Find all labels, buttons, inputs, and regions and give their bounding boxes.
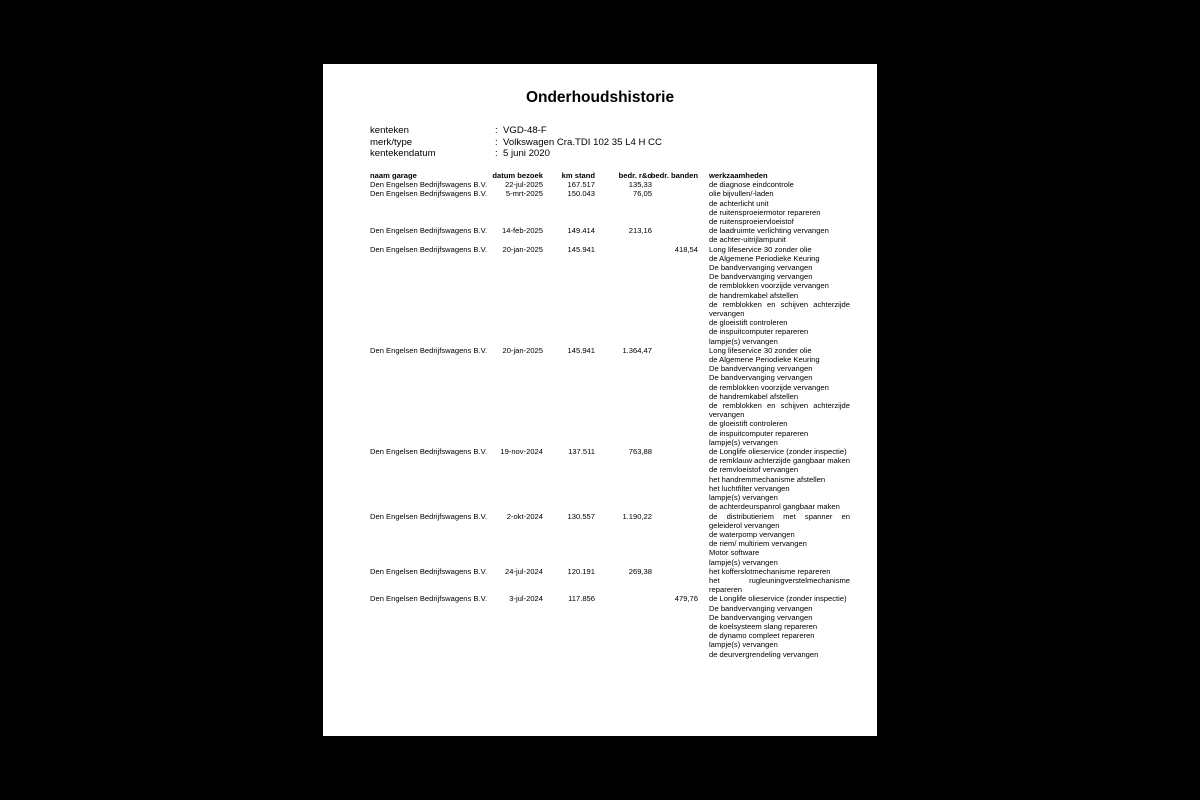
work-item: de remblokken en schijven achterzijde vervangen: [709, 299, 850, 319]
work-item: de Longlife olieservice (zonder inspectie): [709, 447, 847, 457]
work-item: de ruitensproeiermotor repareren: [709, 207, 821, 217]
work-item: Motor software: [709, 548, 760, 558]
vehicle-separator: :: [495, 125, 498, 136]
ro-cost-cell: 76,05: [632, 189, 652, 199]
ro-cost-cell: 1.190,22: [622, 511, 652, 521]
date-cell: 2-okt-2024: [506, 511, 543, 521]
vehicle-row-merk-type: [370, 137, 662, 149]
garage-cell: Den Engelsen Bedrijfswagens B.V.: [370, 566, 488, 576]
vehicle-separator: :: [495, 148, 498, 160]
garage-cell: Den Engelsen Bedrijfswagens B.V.: [370, 447, 488, 457]
work-item: lampje(s) vervangen: [709, 336, 778, 346]
ro-cost-cell: 1.364,47: [622, 345, 652, 355]
work-item: de Algemene Periodieke Keuring: [709, 253, 820, 263]
work-item: lampje(s) vervangen: [709, 640, 778, 650]
work-item: de inspuitcomputer repareren: [709, 428, 809, 438]
date-cell: 3-jul-2024: [509, 594, 543, 604]
page-title: Onderhoudshistorie: [525, 89, 675, 106]
table-row: [370, 346, 870, 447]
km-cell: 149.414: [567, 226, 595, 236]
work-item: lampje(s) vervangen: [709, 437, 778, 447]
garage-cell: Den Engelsen Bedrijfswagens B.V.: [370, 345, 488, 355]
table-row: [370, 567, 870, 595]
work-list: [709, 189, 850, 226]
work-item: de achter-uitrijlampunit: [709, 235, 786, 245]
work-item: het handremmechanisme afstellen: [709, 474, 826, 484]
maintenance-table: [370, 171, 870, 659]
work-item: lampje(s) vervangen: [709, 493, 778, 503]
work-item: De bandvervanging vervangen: [709, 373, 813, 383]
vehicle-value: 5 juni 2020: [503, 148, 550, 160]
header-garage: naam garage: [370, 171, 417, 180]
table-row: [370, 512, 870, 567]
date-cell: 22-jul-2025: [505, 180, 543, 190]
ro-cost-cell: 269,38: [628, 566, 652, 576]
km-cell: 145.941: [567, 244, 595, 254]
work-item: de handremkabel afstellen: [709, 391, 799, 401]
header-banden: bedr. banden: [650, 171, 698, 180]
work-item: De bandvervanging vervangen: [709, 612, 813, 622]
work-item: Long lifeservice 30 zonder olie: [709, 345, 812, 355]
banden-cost-cell: 479,76: [674, 594, 698, 604]
table-row: [370, 226, 870, 244]
vehicle-row-kenteken: [370, 125, 662, 137]
work-item: de handremkabel afstellen: [709, 290, 799, 300]
work-item: de gloeistift controleren: [709, 419, 788, 429]
vehicle-row-kentekendatum: [370, 148, 662, 160]
work-item: De bandvervanging vervangen: [709, 272, 813, 282]
vehicle-label: kenteken: [370, 125, 409, 136]
km-cell: 120.191: [567, 566, 595, 576]
date-cell: 20-jan-2025: [502, 244, 543, 254]
table-row: [370, 245, 870, 346]
table-row: [370, 189, 870, 226]
vehicle-value: Volkswagen Cra.TDI 102 35 L4 H CC: [503, 136, 662, 148]
work-item: de remvloeistof vervangen: [709, 465, 799, 475]
vehicle-separator: :: [495, 136, 498, 148]
table-row: [370, 447, 870, 511]
header-date: datum bezoek: [492, 171, 543, 180]
work-list: [709, 594, 850, 658]
work-item: de Algemene Periodieke Keuring: [709, 355, 820, 365]
work-list: [709, 245, 850, 346]
work-item: Long lifeservice 30 zonder olie: [709, 244, 812, 254]
header-km: km stand: [561, 171, 595, 180]
km-cell: 117.856: [568, 594, 595, 604]
work-item: De bandvervanging vervangen: [709, 603, 813, 613]
garage-cell: Den Engelsen Bedrijfswagens B.V.: [370, 594, 488, 604]
work-item: de gloeistift controleren: [709, 318, 788, 328]
work-item: het rugleuningverstelmechanisme repareren: [709, 575, 850, 595]
work-list: [709, 512, 850, 567]
work-item: de riem/ multiriem vervangen: [709, 539, 807, 549]
work-item: de laadruimte verlichting vervangen: [709, 226, 829, 236]
work-item: de remblokken voorzijde vervangen: [709, 281, 829, 291]
work-item: lampje(s) vervangen: [709, 557, 778, 567]
work-item: de ruitensproeiervloeistof: [709, 217, 794, 226]
vehicle-label: kentekendatum: [370, 148, 436, 160]
vehicle-value: VGD-48-F: [503, 125, 547, 136]
ro-cost-cell: 763,88: [628, 447, 652, 457]
date-cell: 5-mrt-2025: [505, 189, 543, 199]
km-cell: 145.941: [567, 345, 595, 355]
km-cell: 167.517: [567, 180, 595, 190]
vehicle-info: [370, 125, 662, 160]
table-header: [370, 171, 870, 180]
work-item: de koelsysteem slang repareren: [709, 621, 818, 631]
header-ro: bedr. r&o: [618, 171, 652, 180]
work-item: het kofferslotmechanisme repareren: [709, 566, 831, 576]
ro-cost-cell: 135,33: [628, 180, 652, 190]
work-item: de achterdeurspanrol gangbaar maken: [709, 502, 840, 512]
work-item: De bandvervanging vervangen: [709, 364, 813, 374]
header-work: werkzaamheden: [709, 171, 768, 180]
date-cell: 19-nov-2024: [500, 447, 543, 457]
banden-cost-cell: 418,54: [674, 244, 698, 254]
date-cell: 24-jul-2024: [505, 566, 543, 576]
work-item: olie bijvullen/-laden: [709, 189, 774, 199]
km-cell: 150.043: [567, 189, 595, 199]
work-list: [709, 567, 850, 595]
work-item: de inspuitcomputer repareren: [709, 327, 809, 337]
km-cell: 137.511: [568, 447, 595, 457]
garage-cell: Den Engelsen Bedrijfswagens B.V.: [370, 511, 488, 521]
work-item: de deurvergrendeling vervangen: [709, 649, 819, 659]
ro-cost-cell: 213,16: [628, 226, 652, 236]
work-item: De bandvervanging vervangen: [709, 263, 813, 273]
garage-cell: Den Engelsen Bedrijfswagens B.V.: [370, 244, 488, 254]
table-row: [370, 180, 870, 189]
work-item: de Longlife olieservice (zonder inspectie): [709, 594, 847, 604]
document-page: [323, 64, 877, 736]
date-cell: 20-jan-2025: [502, 345, 543, 355]
work-item: het luchtfilter vervangen: [709, 483, 790, 493]
garage-cell: Den Engelsen Bedrijfswagens B.V.: [370, 189, 488, 199]
work-list: [709, 226, 850, 244]
work-item: de remblokken en schijven achterzijde vervangen: [709, 401, 850, 420]
work-list: [709, 447, 850, 511]
work-item: de remblokken voorzijde vervangen: [709, 382, 829, 392]
work-item: de dynamo compleet repareren: [709, 631, 815, 641]
work-item: de waterpomp vervangen: [709, 529, 795, 539]
table-row: [370, 594, 870, 658]
work-item: de diagnose eindcontrole: [709, 180, 794, 190]
table-body: [370, 180, 870, 659]
garage-cell: Den Engelsen Bedrijfswagens B.V.: [370, 180, 488, 190]
km-cell: 130.557: [567, 511, 595, 521]
vehicle-label: merk/type: [370, 136, 413, 148]
work-list: [709, 180, 850, 189]
date-cell: 14-feb-2025: [502, 226, 543, 236]
work-item: de remklauw achterzijde gangbaar maken: [709, 456, 850, 466]
work-list: [709, 346, 850, 447]
work-item: de achterlicht unit: [709, 198, 769, 208]
work-item: de distributieriem met spanner en geleiderol vervangen: [709, 511, 850, 530]
garage-cell: Den Engelsen Bedrijfswagens B.V.: [370, 226, 488, 236]
